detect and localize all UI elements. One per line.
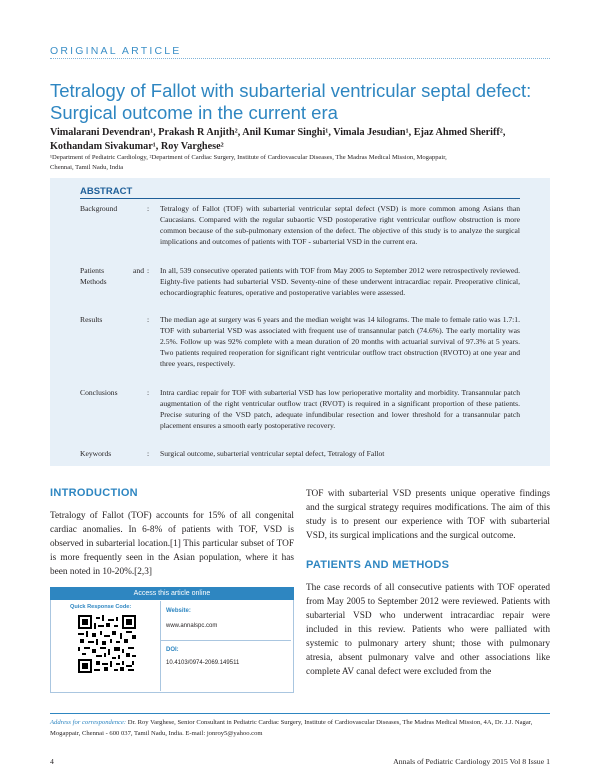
- correspondence-label: Address for correspondence:: [50, 719, 127, 726]
- website-link[interactable]: www.annalspc.com: [166, 623, 218, 629]
- introduction-continuation: TOF with subarterial VSD presents unique operative findings and the surgical strategy requires modifications. The aim of this study is to present our experience with TOF with subarterial VSD, its surgical implications and the surgical outcome.: [306, 489, 550, 541]
- abstract-colon: :: [147, 266, 150, 275]
- affiliation-line: Chennai, Tamil Nadu, India: [50, 164, 124, 171]
- author-line: Vimalarani Devendran¹, Prakash R Anjith², Anil Kumar Singhi¹, Vimala Jesudian¹, Ejaz Ahmed Sheriff²,: [50, 127, 506, 138]
- access-box-divider: [160, 601, 161, 691]
- access-box-rule: [161, 640, 291, 641]
- abstract-heading: ABSTRACT: [80, 186, 133, 197]
- abstract-text-background: Tetralogy of Fallot (TOF) with subarterial ventricular septal defect (VSD) is more common among Asians than Caucasians. Compared with the regular subaortic VSD postoperative right ventricular outflow obstruction is more common because of the sub-pulmonary extension of the defect. The objective of this study is to analyze the surgical implications and outcomes of patients with TOF - subarterial VSD in the current era.: [160, 204, 520, 246]
- abstract-colon: :: [147, 204, 150, 213]
- abstract-colon: :: [147, 449, 150, 458]
- abstract-colon: :: [147, 315, 150, 324]
- access-box-title: Access this article online: [50, 587, 294, 600]
- abstract-text-methods: In all, 539 consecutive operated patients with TOF from May 2005 to September 2012 were retrospectively reviewed. Eighty-five patients had subarterial VSD. Seventy-nine of these underwent intracardiac repair. Preoperative clinical, echocardiographic features, operative and postoperative variables were assessed.: [160, 266, 520, 297]
- author-line: Kothandam Sivakumar¹, Roy Varghese²: [50, 141, 224, 152]
- introduction-heading: INTRODUCTION: [50, 487, 138, 499]
- correspondence-note: [50, 717, 550, 739]
- affiliation-line: ¹Department of Pediatric Cardiology, ²Department of Cardiac Surgery, Institute of Cardiovascular Diseases, The Madras Medical Mission, Mogappair,: [50, 154, 447, 161]
- abstract-text-keywords: Surgical outcome, subarterial ventricular septal defect, Tetralogy of Fallot: [160, 449, 385, 458]
- correspondence-divider: [50, 713, 550, 714]
- author-list: [50, 126, 550, 154]
- abstract-text-results: The median age at surgery was 6 years and the median weight was 14 kilograms. The male to female ratio was 1.7:1. TOF with subarterial VSD was associated with frequent use of transannular patch (74.6%). The early mortality was 2.5%. Follow up was 92% complete with a mean duration of 20 months with actuarial survival of 97.3% at 5 years. Two patients required reoperation for significant right ventricular outflow tract obstruction (RVOTO) at one year and three years, respectively.: [160, 315, 520, 368]
- journal-footer: Annals of Pediatric Cardiology 2015 Vol 8 Issue 1: [393, 757, 550, 766]
- section-divider: [50, 58, 550, 59]
- doi-link[interactable]: 10.4103/0974-2069.149511: [166, 660, 240, 666]
- abstract-divider: [80, 198, 520, 199]
- abstract-colon: :: [147, 388, 150, 397]
- affiliations: [50, 153, 550, 173]
- section-label: ORIGINAL ARTICLE: [50, 45, 182, 57]
- abstract-label-keywords: Keywords: [80, 449, 112, 458]
- website-label: Website:: [166, 608, 191, 614]
- doi-label: DOI:: [166, 647, 179, 653]
- abstract-text-conclusions: Intra cardiac repair for TOF with subarterial VSD has low perioperative mortality and morbidity. Transannular patch augmentation of the right ventricular outflow tract (RVOT) is required in a significant proportion of these patients. Precise suturing of the VSD patch, adequate infundibular resection and lower threshold for a transannular patch placement ensures a smooth early postoperative recovery.: [160, 388, 520, 430]
- article-title: Tetralogy of Fallot with subarterial ventricular septal defect: Surgical outcome in the current era: [50, 80, 532, 123]
- page-number: 4: [50, 757, 54, 766]
- abstract-label-background: Background: [80, 204, 118, 213]
- correspondence-text: Dr. Roy Varghese, Senior Consultant in Pediatric Cardiac Surgery, Institute of Cardiovascular Diseases, The Madras Medical Mission, 4A, Dr. J.J. Nagar, Mogappair, Chennai - 600 037, Tamil Nadu, India. E-mail: jonroy5@yahoo.com: [50, 719, 533, 737]
- abstract-label-results: Results: [80, 315, 103, 324]
- introduction-paragraph: Tetralogy of Fallot (TOF) accounts for 15% of all congenital cardiac anomalies. In 6-8% of patients with TOF, VSD is observed in subarterial location.[1] This particular subset of TOF is more frequently seen in the Asian population, where it has been noted in 10-20%.[2,3]: [50, 511, 294, 577]
- qr-code-icon[interactable]: [78, 615, 136, 673]
- abstract-label-methods: Patients and Methods: [80, 266, 144, 286]
- qr-code-label: Quick Response Code:: [70, 604, 132, 610]
- methods-heading: PATIENTS AND METHODS: [306, 559, 450, 571]
- methods-paragraph: The case records of all consecutive patients with TOF operated from May 2005 to September 2012 were reviewed. Patients with subarterial VSD who underwent intracardiac repair were included in this review. Patients who were palliated with systemic to pulmonary artery shunt; those with pulmonary atresia, absent pulmonary valve and other associations like complete AV canal defect were excluded from the: [306, 583, 550, 677]
- abstract-label-conclusions: Conclusions: [80, 388, 118, 397]
